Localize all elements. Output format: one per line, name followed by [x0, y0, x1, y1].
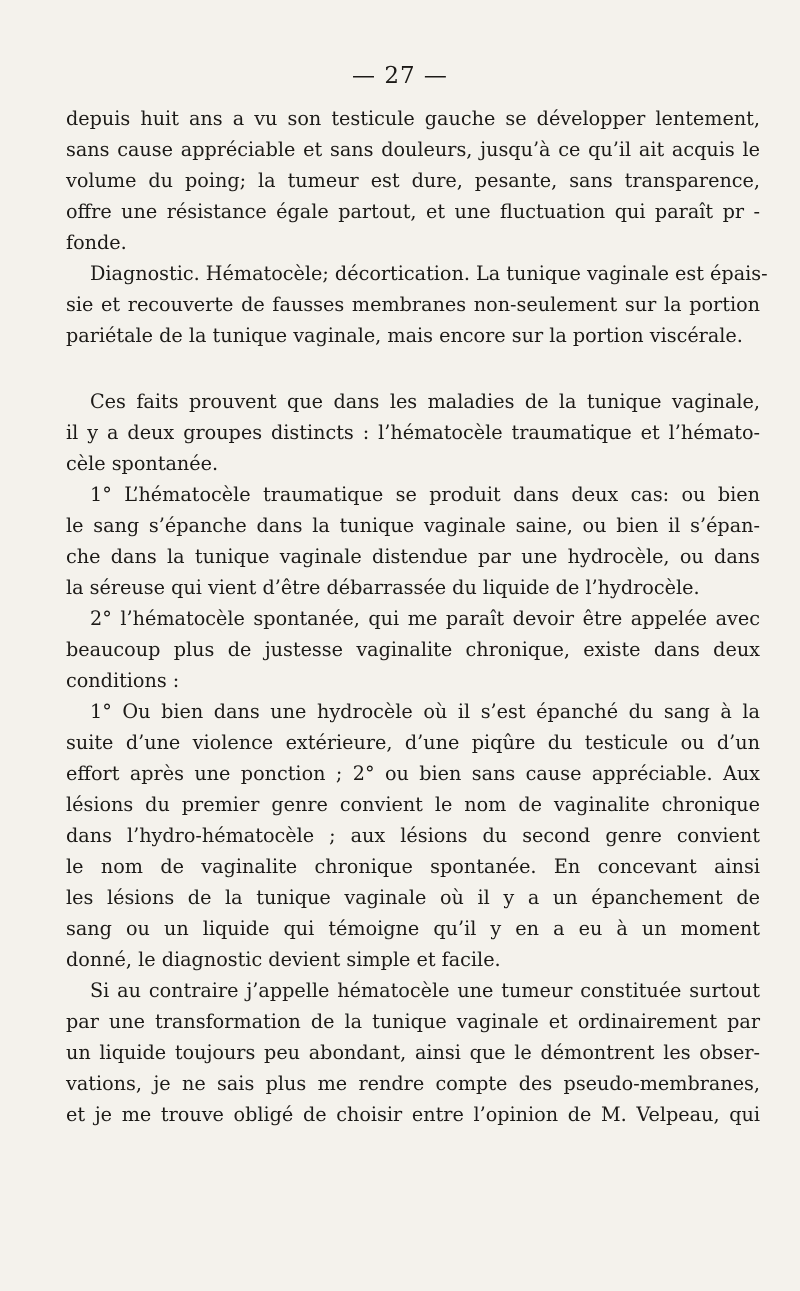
text-line: 1° Ou bien dans une hydrocèle où il s’est épanché du sang à la	[90, 700, 760, 723]
paragraph	[66, 258, 768, 351]
text-line: sans cause appréciable et sans douleurs, jusqu’à ce qu’il ait acquis le	[66, 138, 760, 161]
text-line: Ces faits prouvent que dans les maladies de la tunique vaginale,	[90, 390, 760, 413]
body-text	[66, 103, 768, 1130]
text-line: effort après une ponction ; 2° ou bien sans cause appréciable. Aux	[66, 762, 760, 785]
text-line: sie et recouverte de fausses membranes non-seulement sur la portion	[66, 293, 760, 316]
text-line: cèle spontanée.	[66, 452, 219, 475]
text-line: 2° l’hématocèle spontanée, qui me paraît devoir être appelée avec	[90, 607, 760, 630]
text-line: depuis huit ans a vu son testicule gauche se développer lentement,	[66, 107, 760, 130]
text-line: les lésions de la tunique vaginale où il y a un épanchement de	[66, 886, 760, 909]
text-line: dans l’hydro-hématocèle ; aux lésions du second genre convient	[66, 824, 760, 847]
paragraph	[66, 603, 760, 696]
text-line: vations, je ne sais plus me rendre compte des pseudo-membranes,	[66, 1072, 760, 1095]
text-line: offre une résistance égale partout, et une fluctuation qui paraît pr -	[66, 200, 760, 223]
text-line: et je me trouve obligé de choisir entre l’opinion de M. Velpeau, qui	[66, 1103, 760, 1126]
text-line: la séreuse qui vient d’être débarrassée du liquide de l’hydrocèle.	[66, 576, 700, 599]
text-line: sang ou un liquide qui témoigne qu’il y en a eu à un moment	[66, 917, 760, 940]
text-line: par une transformation de la tunique vaginale et ordinairement par	[66, 1010, 760, 1033]
text-line: pariétale de la tunique vaginale, mais encore sur la portion viscérale.	[66, 324, 743, 347]
text-line: Diagnostic. Hématocèle; décortication. La tunique vaginale est épais-	[90, 262, 768, 285]
text-line: le sang s’épanche dans la tunique vaginale saine, ou bien il s’épan-	[66, 514, 760, 537]
text-line: un liquide toujours peu abondant, ainsi que le démontrent les obser-	[66, 1041, 760, 1064]
text-line: donné, le diagnostic devient simple et facile.	[66, 948, 501, 971]
text-line: suite d’une violence extérieure, d’une piqûre du testicule ou d’un	[66, 731, 760, 754]
paragraph	[66, 103, 760, 258]
page-number: — 27 —	[352, 63, 448, 89]
text-line: lésions du premier genre convient le nom de vaginalite chronique	[66, 793, 760, 816]
text-line: 1° L’hématocèle traumatique se produit dans deux cas: ou bien	[90, 483, 760, 506]
paragraph	[66, 479, 760, 603]
text-line: volume du poing; la tumeur est dure, pesante, sans transparence,	[66, 169, 760, 192]
text-line: che dans la tunique vaginale distendue par une hydrocèle, ou dans	[66, 545, 760, 568]
text-line: fonde.	[66, 231, 127, 254]
paragraph	[66, 975, 760, 1130]
paragraph-gap	[66, 351, 760, 386]
text-line: conditions :	[66, 669, 180, 692]
text-line: Si au contraire j’appelle hématocèle une tumeur constituée surtout	[90, 979, 760, 1002]
text-line: il y a deux groupes distincts : l’hématocèle traumatique et l’hémato-	[66, 421, 760, 444]
paragraph	[66, 696, 760, 975]
text-line: beaucoup plus de justesse vaginalite chronique, existe dans deux	[66, 638, 760, 661]
text-line: le nom de vaginalite chronique spontanée. En concevant ainsi	[66, 855, 760, 878]
paragraph	[66, 386, 760, 479]
